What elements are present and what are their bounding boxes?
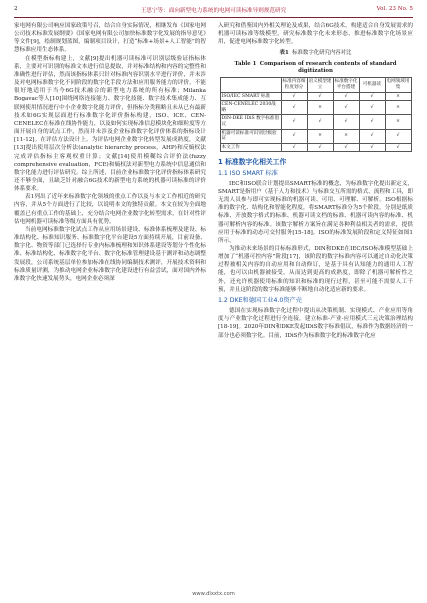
table-row bbox=[220, 101, 411, 115]
table-header-row bbox=[220, 78, 411, 92]
table-cell: × bbox=[307, 101, 333, 115]
table-cell: × bbox=[333, 129, 359, 143]
table-cell: √ bbox=[359, 129, 385, 143]
paragraph: 当前电网标准数字化试点工作从应用场景建设、标准体系梳理及建设、标准结构化、标准知识服务、标准数字化平台建设5方面持续开展，目前设备、数字化、物资等部门已选择行专业内标准梳理和知识体系建设等划分个性化标准、标准结构化、标准数字化平台、数字化标准管理建设基于测评和动态调整发展段，公司系统基层单位参加标准在线协同编制技术测评，开展技术资料和标准质量评测，为推动电网企业标准数字化建设进行有益尝试，面对国内外标准数字化快速发展势头，电网企业必须深 bbox=[14, 226, 206, 282]
table-cell: √ bbox=[281, 92, 307, 101]
table-cell: √ bbox=[359, 115, 385, 129]
table-header-cell: 电网领域用集 bbox=[385, 78, 411, 92]
page-number: 2 bbox=[14, 6, 18, 12]
paragraph: 家电网有限公司响应国家政策号召，结合自身实际情况，相继发布《国家电网公司技术标准发展纲要》《国家电网有限公司加快标准数字化发展的指导意见》等文件[9]，绘制规划蓝图，编制项目设计，打造“标准+场景+人工智能”的智慧标准应用生态体系。 bbox=[14, 23, 206, 54]
table-header-cell: 标准数字化平台搭建 bbox=[333, 78, 359, 92]
footer-url: www.dlxxtx.com bbox=[192, 591, 235, 597]
section-heading: 1 标准数字化相关工作 bbox=[218, 158, 287, 167]
table-cell: √ bbox=[385, 143, 411, 152]
row-label: 机器可读标准可识别层级验证 bbox=[220, 129, 281, 143]
row-label: DIN-DKE IDiS 数字标准倡议 bbox=[220, 115, 281, 129]
table-cell: × bbox=[385, 101, 411, 115]
table-cell: √ bbox=[307, 115, 333, 129]
table-cell: √ bbox=[333, 92, 359, 101]
table-cell: √ bbox=[359, 101, 385, 115]
comparison-table bbox=[220, 77, 412, 152]
table-cell: √ bbox=[281, 129, 307, 143]
paragraph: 为推动未来场景的目标标准形式，DIN和DKE在IEC/ISO标准模型基础上增加了“机器可控内容”阶段[17]，该阶段的数字标准内容可以通过自动化决策过程被相关内容的自动应用和自动修订，是基于具有认知能力的通用人工智能，也可以由机器被接受，从而达到更高的成熟度，即除了机器可解析性之外，还允许机器使用标准的知识和标准的现行过程，甚至可能不需要人工干预，并且这阶段的数字标准能够不断地自动化适应新的要求。 bbox=[218, 245, 413, 293]
paragraph: 入研究和借鉴国内外相关理论及成果，结合6G技术，构建适合自身发展需求的机器可读标准等级模型，研究标准数字化未来形态，推进标准数字化场景应用，促进电网标准数字化转型。 bbox=[218, 23, 413, 46]
table-row bbox=[220, 143, 411, 152]
table-cell: × bbox=[385, 92, 411, 101]
table-cell: √ bbox=[385, 129, 411, 143]
table-cell: √ bbox=[359, 92, 385, 101]
table-cell: √ bbox=[359, 143, 385, 152]
table-row bbox=[220, 92, 411, 101]
right-column bbox=[218, 22, 413, 340]
paragraph: 德国在实现标准数字化过程中提出从决策机制、实现模式、产业应用等角度与产业数字化过程进行全连接，建立标准-产业-应用模式三元决策治理结构[18-19]。2020年DIN和DKE发起IDiS数字标准倡议，标准作为数据经济的一部分也必须数字化。目前，IDiS作为标准数字化的标准数字化应 bbox=[218, 308, 413, 339]
table-row bbox=[220, 115, 411, 129]
subsection-heading: 1.1 ISO SMART 标准 bbox=[218, 169, 278, 177]
table-cell: × bbox=[307, 129, 333, 143]
row-label: ISO/IEC SMART 标准 bbox=[220, 92, 281, 101]
paragraph: 表1列出了近年来标准数字化领域的重点工作以及与本文工作相近的研究内容，并从5个方面进行了比较，以说明本文的独特贡献。本文在较为全面地覆盖已有重点工作的基础上，充分结合电网企业数字化转型需求，在针对性评估电网机器可读标准等级方面具有优势。 bbox=[14, 194, 206, 225]
table-cell: √ bbox=[281, 115, 307, 129]
table-cell: √ bbox=[281, 101, 307, 115]
table-cell: √ bbox=[281, 143, 307, 152]
table-cell: × bbox=[385, 115, 411, 129]
table-cell: √ bbox=[333, 115, 359, 129]
table-row bbox=[220, 129, 411, 143]
table-header-cell: 语义模型建立 bbox=[307, 78, 333, 92]
table-header-cell: 标准内容细粒度划分 bbox=[281, 78, 307, 92]
journal-title: 王思宁等：面向新型电力系统的电网可读标准导则规范研究 bbox=[140, 8, 287, 14]
subsection-heading: 1.2 DKE和德国工业4.0资产壳 bbox=[218, 296, 302, 304]
volume-label: Vol. 23 No. 5 bbox=[376, 6, 413, 12]
row-label: CEN-CENELEC 2030战略 bbox=[220, 101, 281, 115]
table-cell: √ bbox=[333, 101, 359, 115]
row-label: 本文工作 bbox=[220, 143, 281, 152]
table-header-cell bbox=[220, 78, 281, 92]
table-cell: √ bbox=[307, 143, 333, 152]
header-rule bbox=[14, 17, 413, 18]
table-cell: √ bbox=[333, 143, 359, 152]
paragraph: IEC和ISO联合计划提出SMART标准的概念，为标准数字化提出新定义，SMART是指用户（基于人力和技术）与标准交互所需的格式、流程和工具，即无需人员参与即可实现标准的机器可读、可用、可理解、可解析。ISO根据标准的数字化、结构化和智能化程度，将SMART标准分为5个阶段，分别是纸质标准、开放数字格式的标准、机器可读文档的标准、机器可读内容的标准、机器可解析内容的标准。该数字解析方案旨在满足各种利益相关者的需求，提供应用于标准的动态可交付服务[15-18]。ISO的标准发展阶段和定义特征如图1所示。 bbox=[218, 180, 413, 244]
running-header bbox=[14, 6, 413, 16]
table-caption-en: Table 1 Comparison of research contents of standard digitization bbox=[234, 61, 397, 75]
table-header-cell: 可机器读 bbox=[359, 78, 385, 92]
left-column bbox=[14, 22, 206, 283]
table-caption-cn: 表1 标准数字化研究内容对比 bbox=[279, 50, 352, 57]
table-cell: √ bbox=[307, 92, 333, 101]
paragraph: 在模型指标构建上，文献[9]提出机器可读标准可识别层级验证指标体系，主要对可识别的标准文本进行信息提取，并对标准结构和内容的完整性和准确性进行评估，然而该指标体系只针对标准内容识别水平进行评价，并未涉及对电网标准数字化不同阶段的数字化手段方法和应用服务能力的评价，不能很好地适用于当今6G技术融合的新型电力系统的所有标准；Milanka Bogavac等人[10]围绕网络连接能力、数字化技能、数字技术集成能力、互联网使用情况进行中小企业数字化能力评价，但指标分类粗略且未从已有最新技术如6G实现层面进行标准数字化评价指标构建，ISO、ICE、CEN-CENELEC在标准在线协作能力，以及如何实现标准信息模块化和细粒度等方面开展自身的试点工作，然而并未涉及企业标准数字化评价体系的指标设计[11-12]。在评估方法设计上，为评估电网企业数字化转型发展成熟度，文献[13]提出使用层次分析法(analytic hierarchy process，AHP)和反熵权法完成评估指标主客观权重计算；文献[14]使用模糊综合评价法(fuzzy comprehensive evaluation，FCE)和熵权法对新型电力系统中信息通信和数字化能力进行评估研究。综上所述，目前企业标准数字化评价指标体系研究还不够全面，且缺乏针对融合6G技术的新型电力系统的机器可读标准的评价体系要求。 bbox=[14, 55, 206, 193]
